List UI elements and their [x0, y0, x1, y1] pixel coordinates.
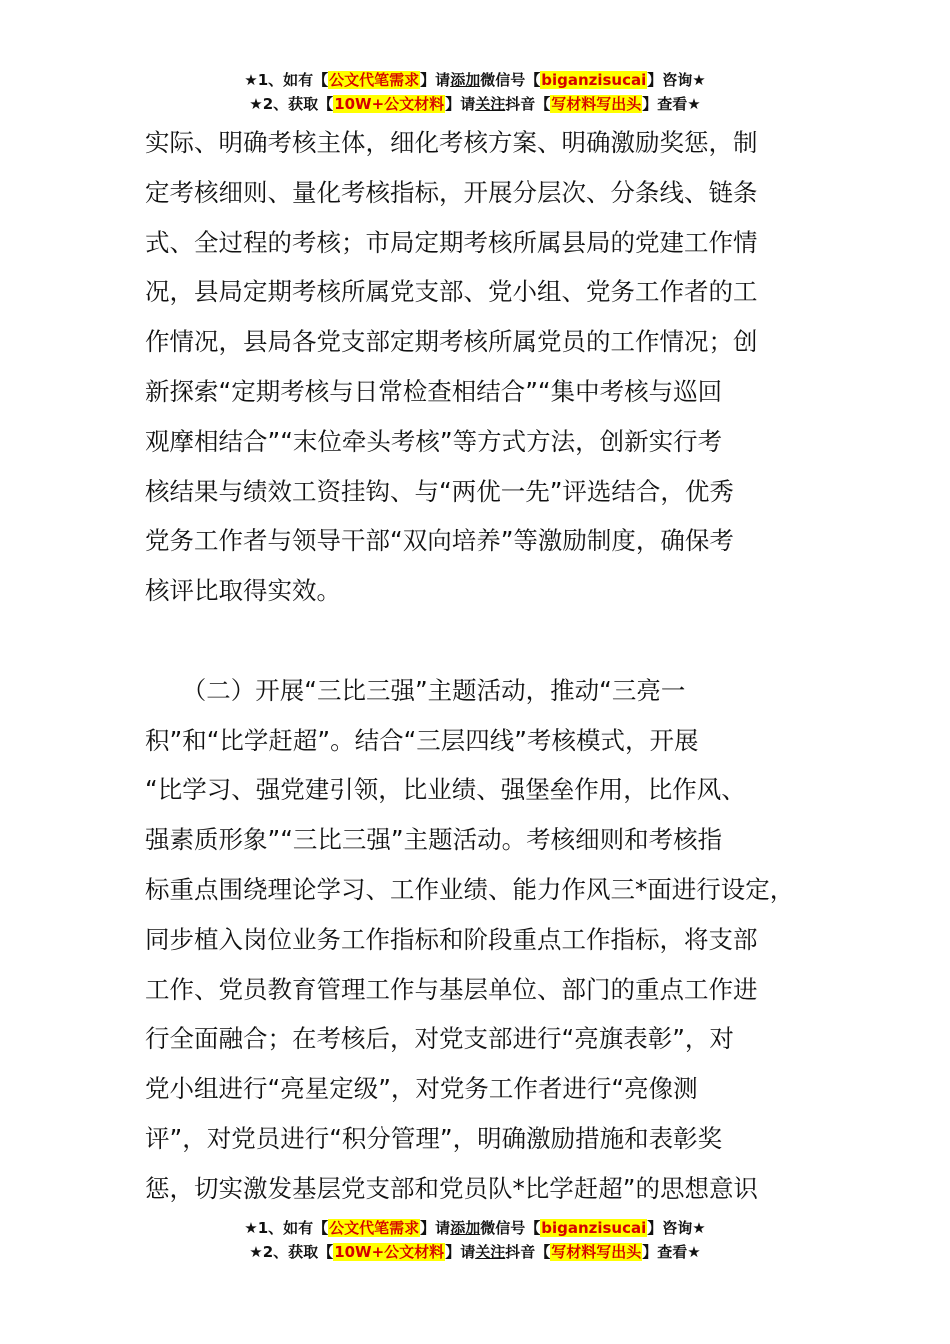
paragraph-gap	[145, 616, 815, 666]
body-line: 况，县局定期考核所属党支部、党小组、党务工作者的工	[145, 277, 758, 307]
document-body	[145, 118, 815, 1214]
body-line: 作情况，县局各党支部定期考核所属党员的工作情况；创	[145, 327, 758, 357]
banner-line-2	[0, 92, 950, 116]
banner-underline: 添加	[450, 71, 481, 89]
body-line: 评”，对党员进行“积分管理”，明确激励措施和表彰奖	[145, 1123, 723, 1153]
footer-banner	[0, 1216, 950, 1264]
banner-text: 】请	[445, 95, 476, 113]
banner-text: ★2、获取【	[249, 1243, 334, 1261]
body-line: 党小组进行“亮星定级”，对党务工作者进行“亮像测	[145, 1074, 698, 1104]
highlight-service: 公文代笔需求	[329, 1219, 420, 1237]
body-line: 核评比取得实效。	[145, 576, 341, 606]
highlight-douyin: 写材料写出头	[551, 1243, 642, 1261]
body-line: “比学习、强党建引领，比业绩、强堡垒作用，比作风、	[145, 775, 746, 805]
body-line: 新探索“定期考核与日常检查相结合”“集中考核与巡回	[145, 376, 723, 406]
banner-text: 微信号【	[480, 1219, 541, 1237]
body-line: 标重点围绕理论学习、工作业绩、能力作风三*面进行设定，	[145, 874, 795, 904]
banner-underline: 关注	[475, 1243, 506, 1261]
highlight-douyin: 写材料写出头	[551, 95, 642, 113]
body-line: 式、全过程的考核；市局定期考核所属县局的党建工作情	[145, 227, 758, 257]
body-line: 党务工作者与领导干部“双向培养”等激励制度，确保考	[145, 526, 734, 556]
highlight-materials: 10W+公文材料	[334, 95, 445, 113]
banner-text: 抖音【	[505, 1243, 551, 1261]
banner-text: ★1、如有【	[244, 1219, 329, 1237]
banner-underline: 添加	[450, 1219, 481, 1237]
body-line: 行全面融合；在考核后，对党支部进行“亮旗表彰”，对	[145, 1024, 734, 1054]
highlight-materials: 10W+公文材料	[334, 1243, 445, 1261]
banner-text: 】查看★	[642, 95, 701, 113]
banner-text: 微信号【	[480, 71, 541, 89]
highlight-service: 公文代笔需求	[329, 71, 420, 89]
highlight-wechat-id: biganzisucai	[541, 1219, 647, 1237]
banner-text: 】请	[420, 71, 451, 89]
banner-text: 】咨询★	[647, 1219, 706, 1237]
banner-line-2	[0, 1240, 950, 1264]
header-banner	[0, 68, 950, 116]
body-line: 观摩相结合”“末位牵头考核”等方式方法，创新实行考	[145, 426, 723, 456]
banner-text: 】请	[420, 1219, 451, 1237]
banner-line-1	[0, 68, 950, 92]
body-line: 强素质形象”“三比三强”主题活动。考核细则和考核指	[145, 825, 723, 855]
banner-text: 抖音【	[505, 95, 551, 113]
banner-underline: 关注	[475, 95, 506, 113]
body-line: 同步植入岗位业务工作指标和阶段重点工作指标，将支部	[145, 924, 758, 954]
banner-text: 】查看★	[642, 1243, 701, 1261]
body-line: 实际、明确考核主体，细化考核方案、明确激励奖惩，制	[145, 128, 758, 157]
highlight-wechat-id: biganzisucai	[541, 71, 647, 89]
banner-text: ★2、获取【	[249, 95, 334, 113]
banner-line-1	[0, 1216, 950, 1240]
banner-text: 】请	[445, 1243, 476, 1261]
body-line: 积”和“比学赶超”。结合“三层四线”考核模式，开展	[145, 725, 699, 755]
body-line: 惩，切实激发基层党支部和党员队*比学赶超”的思想意识	[145, 1173, 758, 1203]
body-line: 定考核细则、量化考核指标，开展分层次、分条线、链条	[145, 177, 758, 207]
body-line: 核结果与绩效工资挂钩、与“两优一先”评选结合，优秀	[145, 476, 734, 506]
body-line: 工作、党员教育管理工作与基层单位、部门的重点工作进	[145, 974, 758, 1004]
section-heading-line: （二）开展“三比三强”主题活动，推动“三亮一	[145, 675, 686, 705]
banner-text: ★1、如有【	[244, 71, 329, 89]
banner-text: 】咨询★	[647, 71, 706, 89]
